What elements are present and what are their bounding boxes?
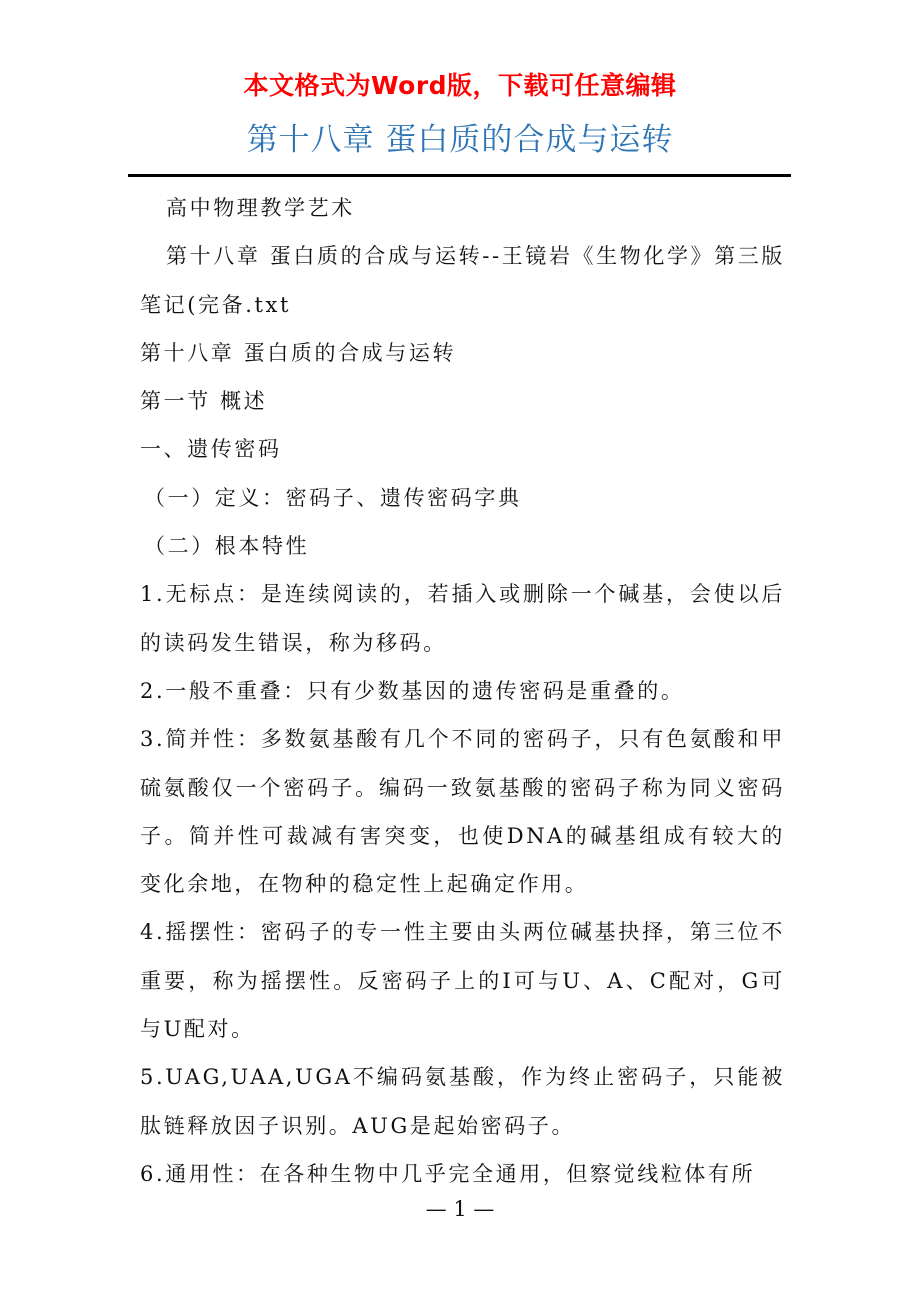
title-divider [128,174,791,177]
list-item-3: 3.简并性：多数氨基酸有几个不同的密码子，只有色氨酸和甲硫氨酸仅一个密码子。编码一致氨基酸的密码子称为同义密码子。简并性可裁减有害突变，也使DNA的碱基组成有较大的变化余地，在物种的稳定性上起确定作用。 [140,727,785,897]
list-item-5: 5.UAG,UAA,UGA不编码氨基酸，作为终止密码子，只能被肽链释放因子识别。AUG是起始密码子。 [140,1065,785,1138]
paragraph-subject: 高中物理教学艺术 [166,196,355,220]
page-number: — 1 — [425,1197,495,1221]
list-item-1: 1.无标点：是连续阅读的，若插入或删除一个碱基，会使以后的读码发生错误，称为移码。 [140,582,785,655]
list-item-6: 6.通用性：在各种生物中几乎完全通用，但察觉线粒体有所 [140,1161,756,1186]
subheading-properties: （二）根本特性 [144,534,310,559]
word-format-banner: 本文格式为Word版，下载可任意编辑 [243,71,677,100]
chapter-title: 第十八章 蛋白质的合成与运转 [246,122,674,158]
subheading-definition: （一）定义：密码子、遗传密码字典 [144,485,522,510]
list-item-2: 2.一般不重叠：只有少数基因的遗传密码是重叠的。 [140,678,685,703]
heading-section: 第一节 概述 [140,389,268,414]
document-body [140,184,785,1198]
paragraph-source: 第十八章 蛋白质的合成与运转--王镜岩《生物化学》第三版笔记(完备.txt [140,244,785,317]
heading-chapter: 第十八章 蛋白质的合成与运转 [140,340,457,365]
list-item-4: 4.摇摆性：密码子的专一性主要由头两位碱基抉择，第三位不重要，称为摇摆性。反密码子上的I可与U、A、C配对，G可与U配对。 [140,920,785,1042]
heading-genetic-code: 一、遗传密码 [140,437,282,462]
